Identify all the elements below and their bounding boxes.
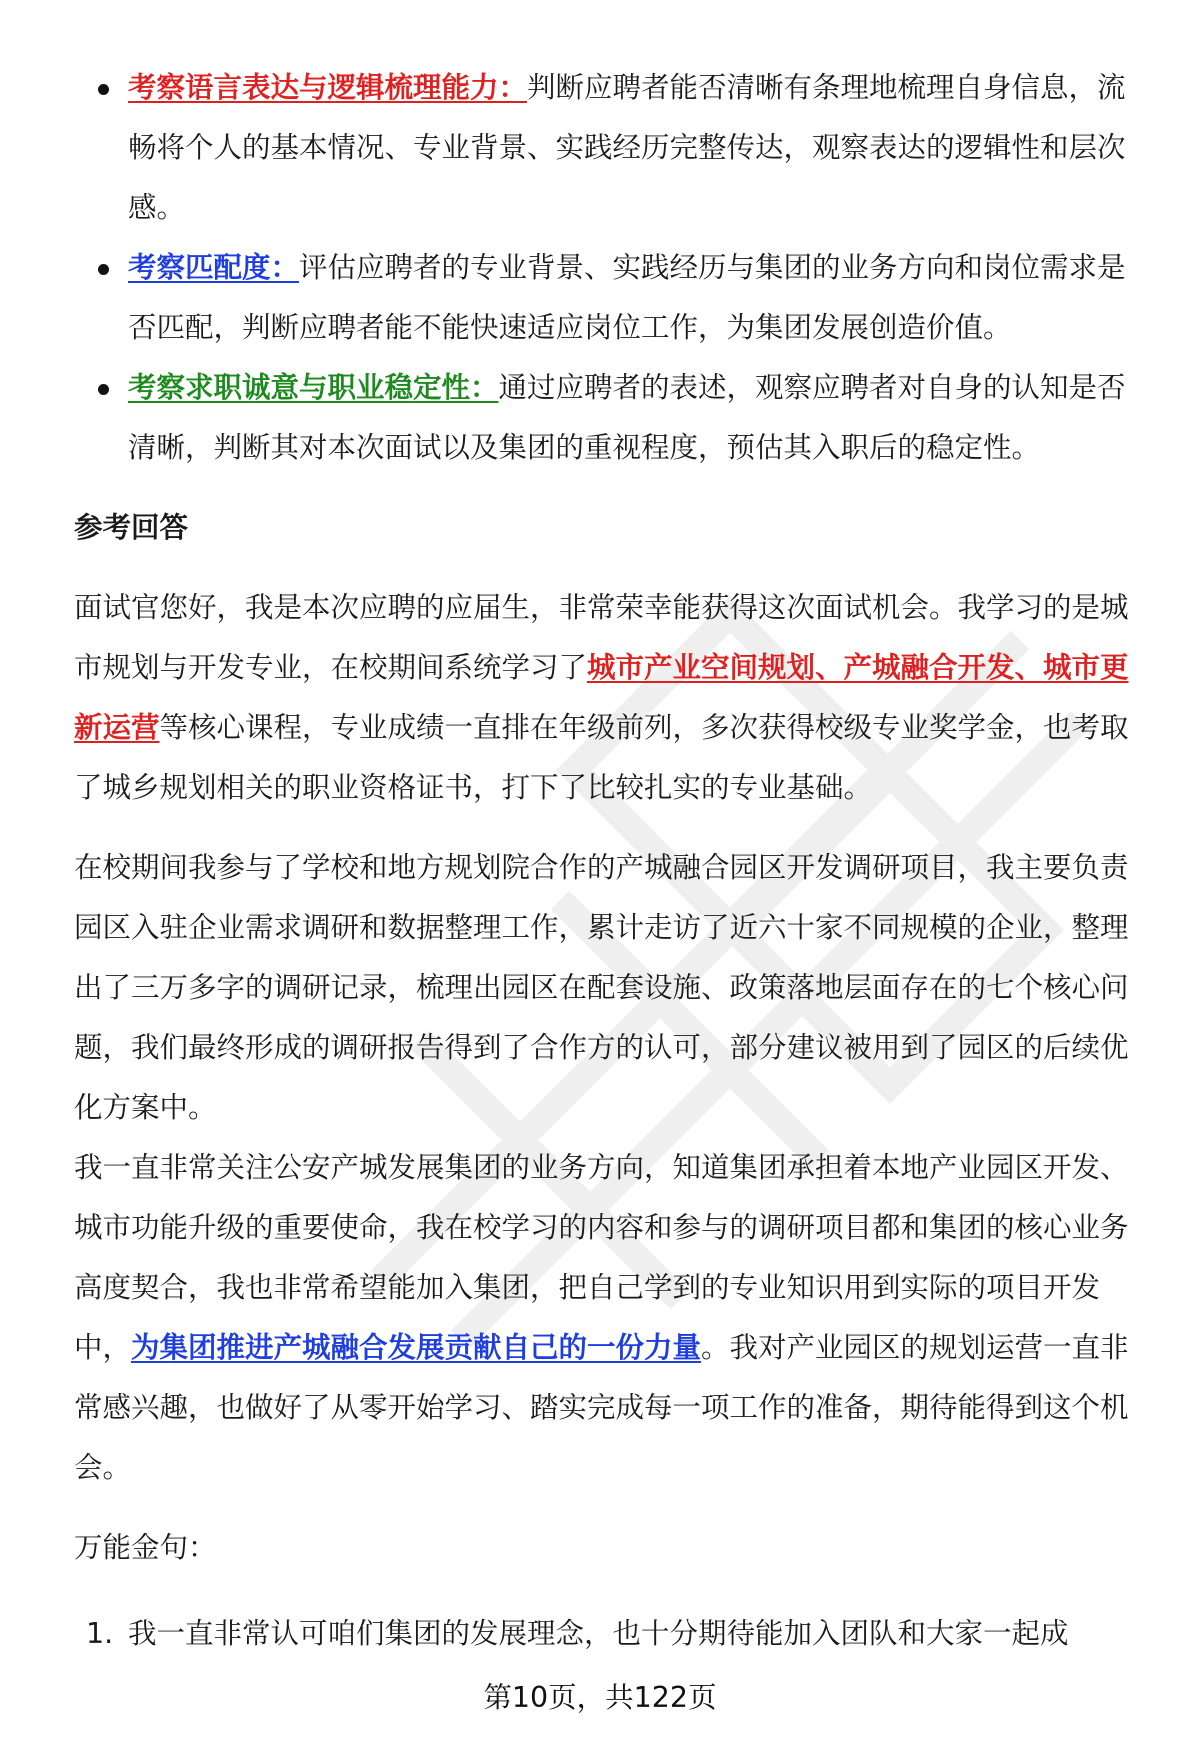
bullet-keyword: 考察求职诚意与职业稳定性： <box>128 371 499 404</box>
main-content <box>74 58 1144 1664</box>
page-footer: 第10页，共122页 <box>483 1681 717 1714</box>
bullet-dot-icon <box>98 264 109 275</box>
answer-paragraph-1 <box>74 578 1144 818</box>
list-item <box>74 358 1144 478</box>
bullet-text: 通过应聘者的表述，观察应聘者对自身的认知是否清晰，判断其对本次面试以及集团的重视程度，预估其入职后的稳定性。 <box>128 371 1126 464</box>
answer-paragraph-3 <box>74 1138 1144 1498</box>
bullet-text: 评估应聘者的专业背景、实践经历与集团的业务方向和岗位需求是否匹配，判断应聘者能不能快速适应岗位工作，为集团发展创造价值。 <box>128 251 1126 344</box>
list-item <box>74 238 1144 358</box>
paragraph-text: 我一直非常关注公安产城发展集团的业务方向，知道集团承担着本地产业园区开发、城市功能升级的重要使命，我在校学习的内容和参与的调研项目都和集团的核心业务高度契合，我也非常希望能加入集团，把自己学到的专业知识用到实际的项目开发中， <box>74 1151 1129 1364</box>
list-number: 1. <box>86 1617 114 1650</box>
section-heading: 参考回答 <box>74 511 189 544</box>
list-item <box>74 1604 1144 1664</box>
bullet-dot-icon <box>98 84 109 95</box>
answer-paragraph-2: 在校期间我参与了学校和地方规划院合作的产城融合园区开发调研项目，我主要负责园区入驻企业需求调研和数据整理工作，累计走访了近六十家不同规模的企业，整理出了三万多字的调研记录，梳理出园区在配套设施、政策落地层面存在的七个核心问题，我们最终形成的调研报告得到了合作方的认可，部分建议被用到了园区的后续优化方案中。 <box>74 851 1129 1124</box>
list-item <box>74 58 1144 238</box>
bullet-keyword: 考察语言表达与逻辑梳理能力： <box>128 71 528 104</box>
paragraph-text: 。我对产业园区的规划运营一直非常感兴趣，也做好了从零开始学习、踏实完成每一项工作的准备，期待能得到这个机会。 <box>74 1331 1129 1484</box>
golden-sentences-label: 万能金句： <box>74 1531 217 1564</box>
golden-sentences-list <box>74 1604 1144 1664</box>
bullet-keyword: 考察匹配度： <box>128 251 300 284</box>
list-item-text: 我一直非常认可咱们集团的发展理念，也十分期待能加入团队和大家一起成 <box>128 1617 1069 1650</box>
highlight-text: 城市产业空间规划、产城融合开发、城市更新运营 <box>74 651 1129 744</box>
bullet-text: 判断应聘者能否清晰有条理地梳理自身信息，流畅将个人的基本情况、专业背景、实践经历完整传达，观察表达的逻辑性和层次感。 <box>128 71 1126 224</box>
paragraph-text: 等核心课程，专业成绩一直排在年级前列，多次获得校级专业奖学金，也考取了城乡规划相关的职业资格证书，打下了比较扎实的专业基础。 <box>74 711 1129 804</box>
paragraph-text: 面试官您好，我是本次应聘的应届生，非常荣幸能获得这次面试机会。我学习的是城市规划与开发专业，在校期间系统学习了 <box>74 591 1129 684</box>
evaluation-points-list <box>74 58 1144 478</box>
bullet-dot-icon <box>98 384 109 395</box>
highlight-text: 为集团推进产城融合发展贡献自己的一份力量 <box>131 1331 702 1364</box>
